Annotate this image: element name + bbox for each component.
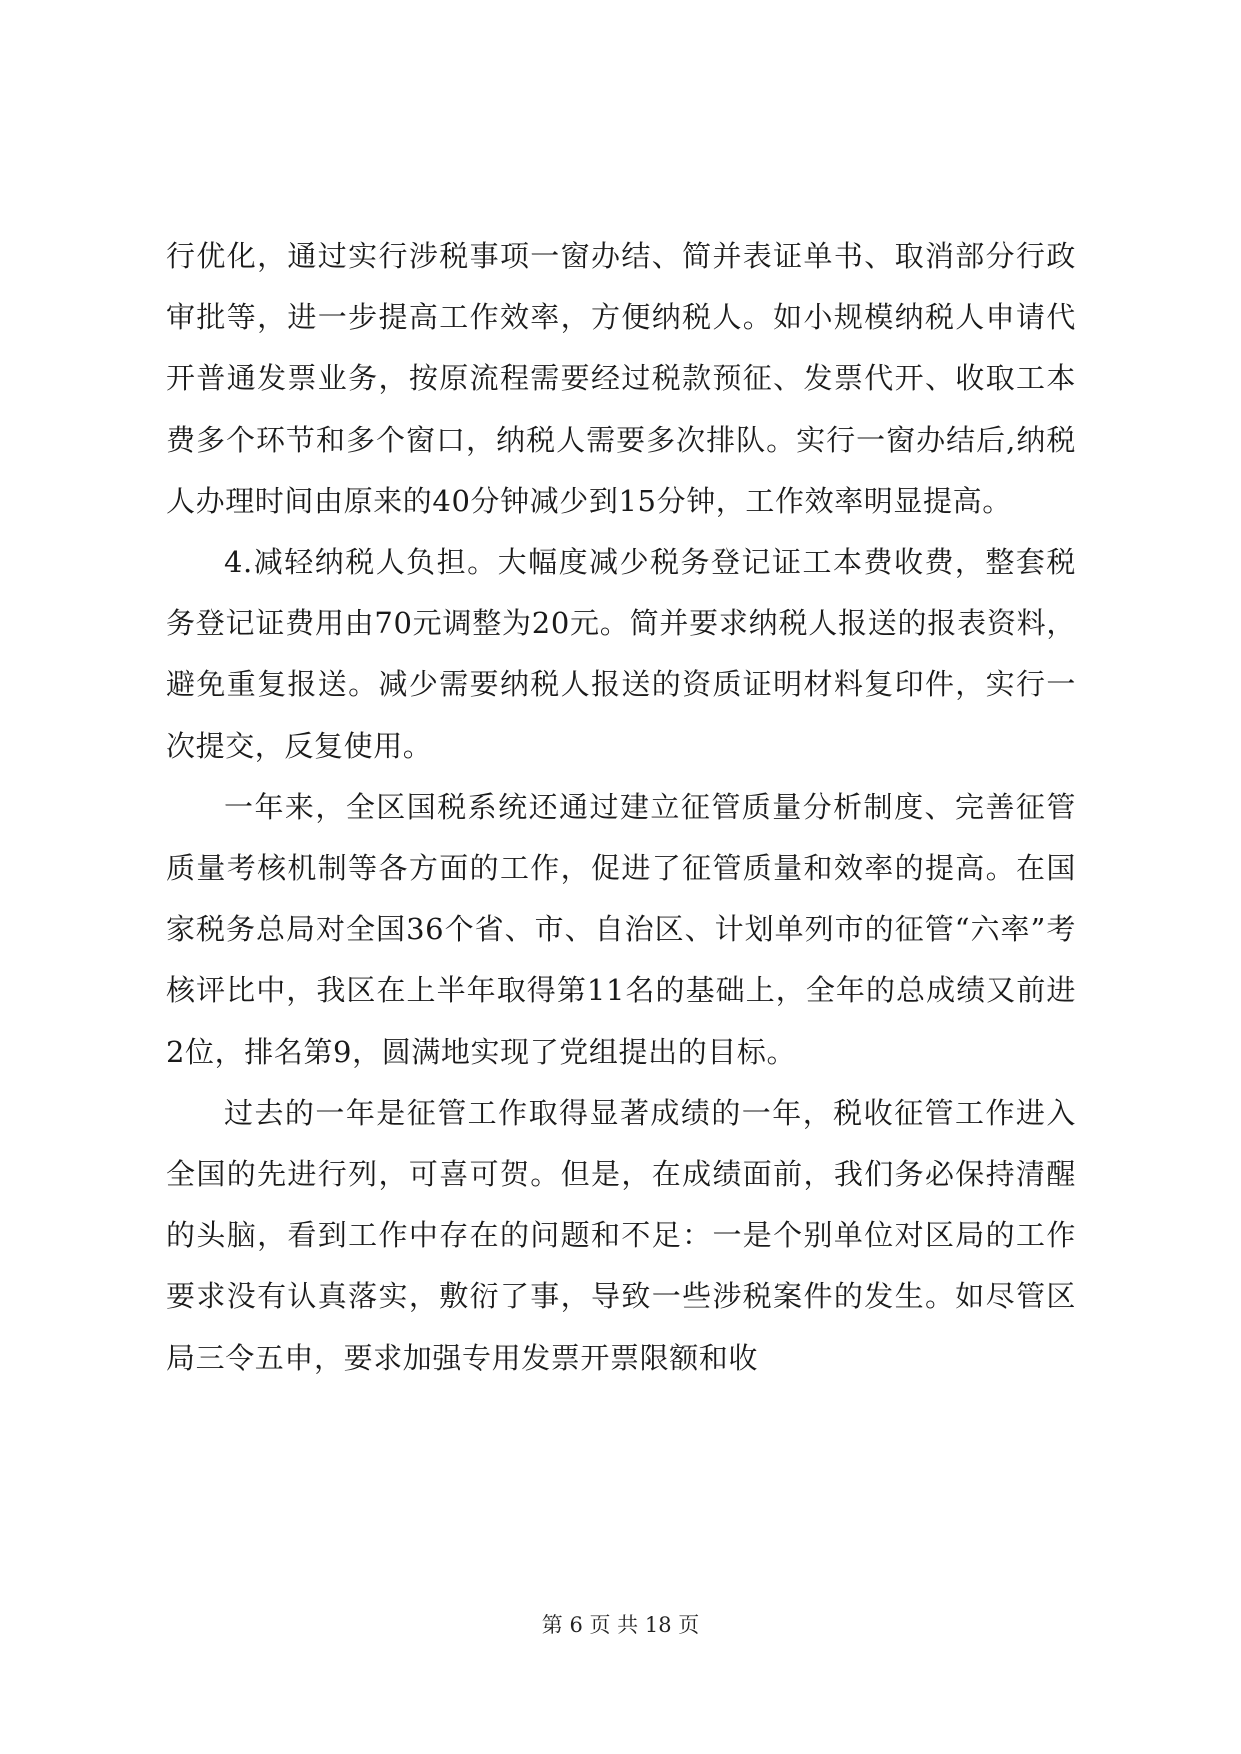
paragraph-annual-summary: 一年来，全区国税系统还通过建立征管质量分析制度、完善征管质量考核机制等各方面的工作，促进了征管质量和效率的提高。在国家税务总局对全国36个省、市、自治区、计划单列市的征管“六率”考核评比中，我区在上半年取得第11名的基础上，全年的总成绩又前进2位，排名第9，圆满地实现了党组提出的目标。 [166, 789, 1076, 1069]
page-number-footer: 第 6 页 共 18 页 [541, 1613, 700, 1637]
paragraph-continuation: 行优化，通过实行涉税事项一窗办结、简并表证单书、取消部分行政审批等，进一步提高工作效率，方便纳税人。如小规模纳税人申请代开普通发票业务，按原流程需要经过税款预征、发票代开、收取工本费多个环节和多个窗口，纳税人需要多次排队。实行一窗办结后,纳税人办理时间由原来的40分钟减少到15分钟，工作效率明显提高。 [166, 239, 1076, 518]
paragraph-problems: 过去的一年是征管工作取得显著成绩的一年，税收征管工作进入全国的先进行列，可喜可贺。但是，在成绩面前，我们务必保持清醒的头脑，看到工作中存在的问题和不足：一是个别单位对区局的工作要求没有认真落实，敷衍了事，导致一些涉税案件的发生。如尽管区局三令五申，要求加强专用发票开票限额和收 [166, 1095, 1076, 1375]
paragraph-reduce-taxpayer-burden: 4.减轻纳税人负担。大幅度减少税务登记证工本费收费，整套税务登记证费用由70元调整为20元。简并要求纳税人报送的报表资料，避免重复报送。减少需要纳税人报送的资质证明材料复印件，实行一次提交，反复使用。 [166, 545, 1076, 763]
document-body [166, 226, 1076, 1389]
